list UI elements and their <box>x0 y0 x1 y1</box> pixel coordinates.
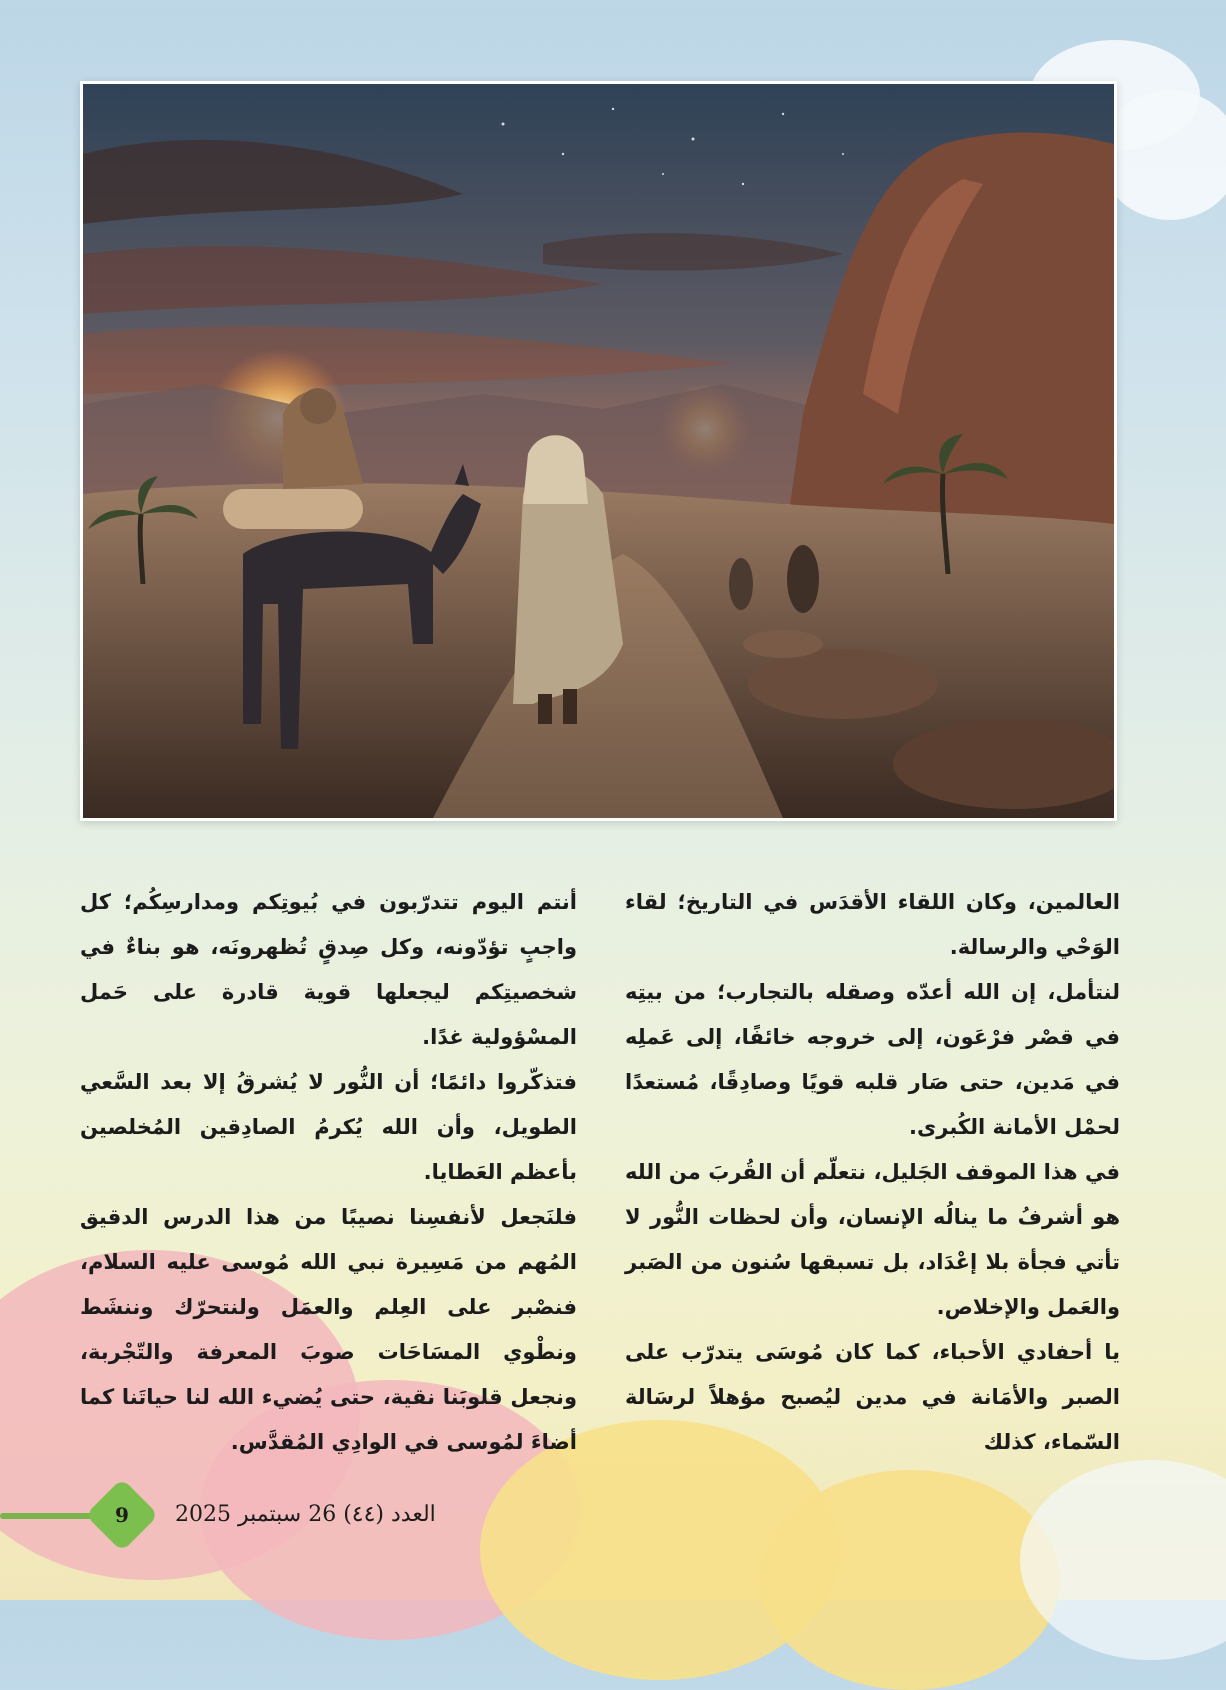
page-number: 9 <box>115 1503 129 1527</box>
paragraph: أنتم اليوم تتدرّبون في بُيوتِكم ومدارسِكُم؛ كل واجبٍ تؤدّونه، وكل صِدقٍ تُظهرونَه، هو بناءٌ في شخصيتِكم ليجعلها قوية قادرة على حَمل المسْؤولية غدًا. <box>80 890 577 1049</box>
issue-date-label: العدد (٤٤) 26 سبتمبر 2025 <box>175 1502 436 1527</box>
article-column-left <box>80 880 577 1465</box>
paragraph: فتذكّروا دائمًا؛ أن النُّور لا يُشرقُ إلا بعد السَّعي الطويل، وأن الله يُكرمُ الصادِقين المُخلصين بأعظم العَطايا. <box>80 1070 577 1184</box>
paragraph: يا أحفادي الأحباء، كما كان مُوسَى يتدرّب على الصبر والأمَانة في مدين ليُصبح مؤهلاً لرسَالة السّماء، كذلك <box>625 1340 1120 1454</box>
cloud-bottom-right <box>1020 1460 1226 1660</box>
cloud-yellow-bottom-2 <box>760 1470 1060 1690</box>
hero-illustration <box>80 81 1117 821</box>
article-column-right <box>625 880 1120 1465</box>
paragraph: في هذا الموقف الجَليل، نتعلّم أن القُربَ من الله هو أشرفُ ما ينالُه الإنسان، وأن لحظات النُّور لا تأتي فجأة بلا إعْدَاد، بل تسبقها سُنون من الصَبر والعَمل والإخلاص. <box>625 1160 1120 1319</box>
paragraph: فلنَجعل لأنفسِنا نصيبًا من هذا الدرس الدقيق المُهم من مَسِيرة نبي الله مُوسى عليه السلام، فنصْبر على العِلم والعمَل ولنتحرّك وننشَط ونطْوي المسَاحَات صوبَ المعرفة والتّجْربة، ونجعل قلوبَنا نقية، حتى يُضيء الله لنا حياتَنا كما أضاءَ لمُوسى في الوادِي المُقدَّس. <box>80 1205 577 1454</box>
paragraph: العالمين، وكان اللقاء الأقدَس في التاريخ؛ لقاء الوَحْي والرسالة. <box>625 890 1120 959</box>
desert-journey-scene <box>83 84 1114 818</box>
paragraph: لنتأمل، إن الله أعدّه وصقله بالتجارب؛ من بيتِه في قصْر فرْعَون، إلى خروجه خائفًا، إلى عَملِه في مَدين، حتى صَار قلبه قويًا وصادِقًا، مُستعدًا لحمْل الأمانة الكُبرى. <box>625 980 1120 1139</box>
cloud-top-right-2 <box>1100 90 1226 220</box>
footer-rule <box>0 1513 100 1519</box>
